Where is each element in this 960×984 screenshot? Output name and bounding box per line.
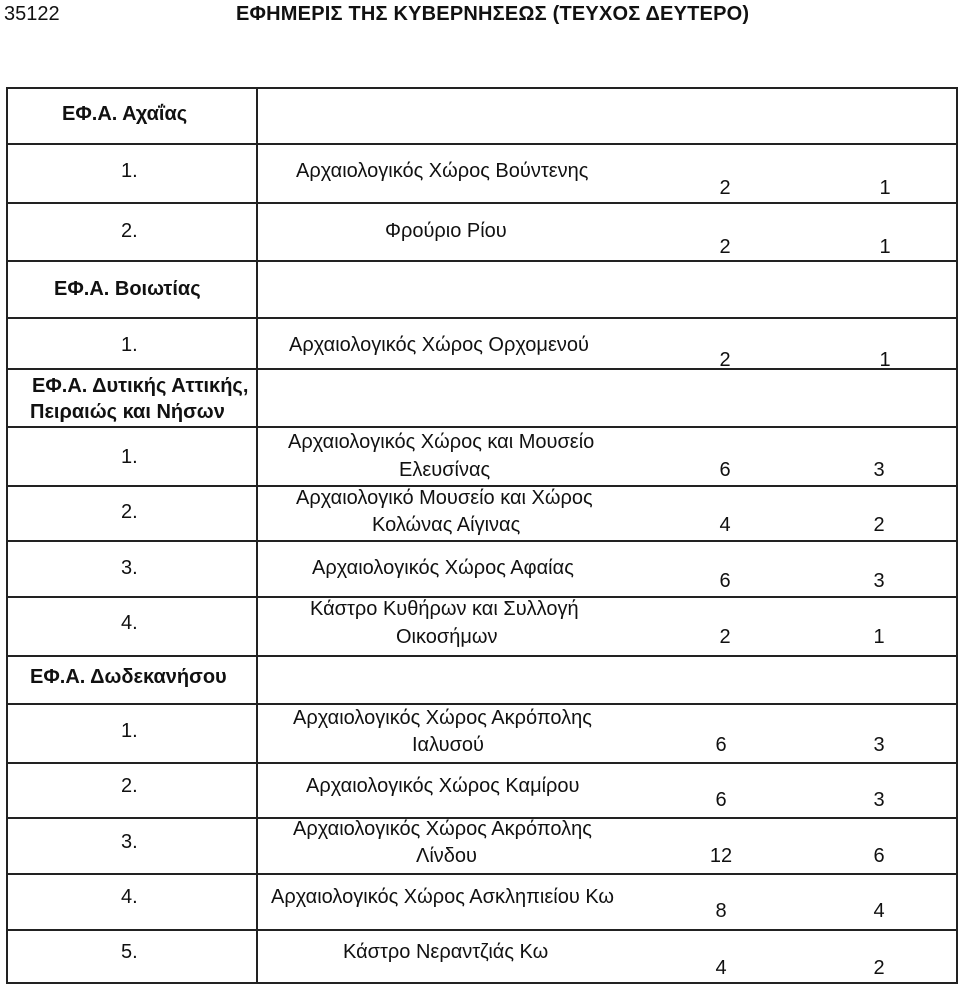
value-a: 6 <box>715 789 727 811</box>
site-name: Αρχαιολογικός Χώρος Ορχομενού <box>289 334 589 356</box>
value-b: 3 <box>873 459 885 481</box>
table-rule <box>956 87 958 984</box>
value-b: 3 <box>873 789 885 811</box>
value-b: 3 <box>873 734 885 756</box>
table-rule <box>6 540 958 542</box>
table-rule <box>6 368 958 370</box>
row-index: 1. <box>121 446 138 468</box>
site-name: Αρχαιολογικός Χώρος Ασκληπιείου Κω <box>271 886 615 908</box>
value-b: 1 <box>879 236 891 258</box>
site-name: Ιαλυσού <box>412 734 484 756</box>
value-a: 2 <box>719 626 731 648</box>
site-name: Κολώνας Αίγινας <box>372 514 521 536</box>
value-b: 1 <box>879 177 891 199</box>
value-a: 2 <box>719 236 731 258</box>
value-a: 6 <box>715 734 727 756</box>
site-name: Φρούριο Ρίου <box>385 220 507 242</box>
row-index: 4. <box>121 886 138 908</box>
site-name: Αρχαιολογικό Μουσείο και Χώρος <box>296 487 593 509</box>
value-b: 2 <box>873 514 885 536</box>
table-rule <box>6 260 958 262</box>
table-rule <box>6 762 958 764</box>
table-rule <box>6 703 958 705</box>
site-name: Οικοσήμων <box>396 626 498 648</box>
table-rule <box>6 202 958 204</box>
site-name: Αρχαιολογικός Χώρος και Μουσείο <box>288 431 595 453</box>
table-rule <box>6 87 8 984</box>
row-index: 5. <box>121 941 138 963</box>
group-title: Πειραιώς και Νήσων <box>30 401 225 423</box>
value-a: 6 <box>719 570 731 592</box>
value-b: 1 <box>873 626 885 648</box>
row-index: 2. <box>121 220 138 242</box>
value-a: 2 <box>719 177 731 199</box>
table-rule <box>6 982 958 984</box>
table-rule <box>6 426 958 428</box>
value-b: 1 <box>879 349 891 371</box>
table-rule <box>6 87 958 89</box>
group-title: ΕΦ.Α. Βοιωτίας <box>54 278 201 300</box>
table-rule <box>256 87 258 984</box>
row-index: 1. <box>121 720 138 742</box>
value-a: 6 <box>719 459 731 481</box>
row-index: 2. <box>121 501 138 523</box>
page-number: 35122 <box>4 3 60 25</box>
site-name: Ελευσίνας <box>399 459 491 481</box>
group-title: ΕΦ.Α. Δωδεκανήσου <box>30 666 227 688</box>
value-a: 8 <box>715 900 727 922</box>
value-a: 12 <box>709 845 733 867</box>
site-name: Αρχαιολογικός Χώρος Καμίρου <box>306 775 580 797</box>
row-index: 3. <box>121 831 138 853</box>
table-rule <box>6 655 958 657</box>
table-rule <box>6 317 958 319</box>
group-title: ΕΦ.Α. Αχαΐας <box>62 103 188 125</box>
value-b: 4 <box>873 900 885 922</box>
site-name: Αρχαιολογικός Χώρος Ακρόπολης <box>293 818 592 840</box>
row-index: 2. <box>121 775 138 797</box>
gazette-title: ΕΦΗΜΕΡΙΣ ΤΗΣ ΚΥΒΕΡΝΗΣΕΩΣ (ΤΕΥΧΟΣ ΔΕΥΤΕΡΟ) <box>236 3 750 25</box>
value-a: 4 <box>715 957 727 979</box>
value-a: 2 <box>719 349 731 371</box>
value-b: 2 <box>873 957 885 979</box>
site-name: Κάστρο Κυθήρων και Συλλογή <box>310 598 579 620</box>
table-rule <box>6 143 958 145</box>
row-index: 1. <box>121 334 138 356</box>
row-index: 1. <box>121 160 138 182</box>
value-b: 6 <box>873 845 885 867</box>
site-name: Αρχαιολογικός Χώρος Αφαίας <box>312 557 574 579</box>
value-b: 3 <box>873 570 885 592</box>
site-name: Αρχαιολογικός Χώρος Ακρόπολης <box>293 707 592 729</box>
site-name: Αρχαιολογικός Χώρος Βούντενης <box>296 160 589 182</box>
site-name: Λίνδου <box>416 845 477 867</box>
table-rule <box>6 929 958 931</box>
row-index: 4. <box>121 612 138 634</box>
row-index: 3. <box>121 557 138 579</box>
value-a: 4 <box>719 514 731 536</box>
table-rule <box>6 873 958 875</box>
site-name: Κάστρο Νεραντζιάς Κω <box>343 941 549 963</box>
group-title: ΕΦ.Α. Δυτικής Αττικής, <box>32 375 249 397</box>
